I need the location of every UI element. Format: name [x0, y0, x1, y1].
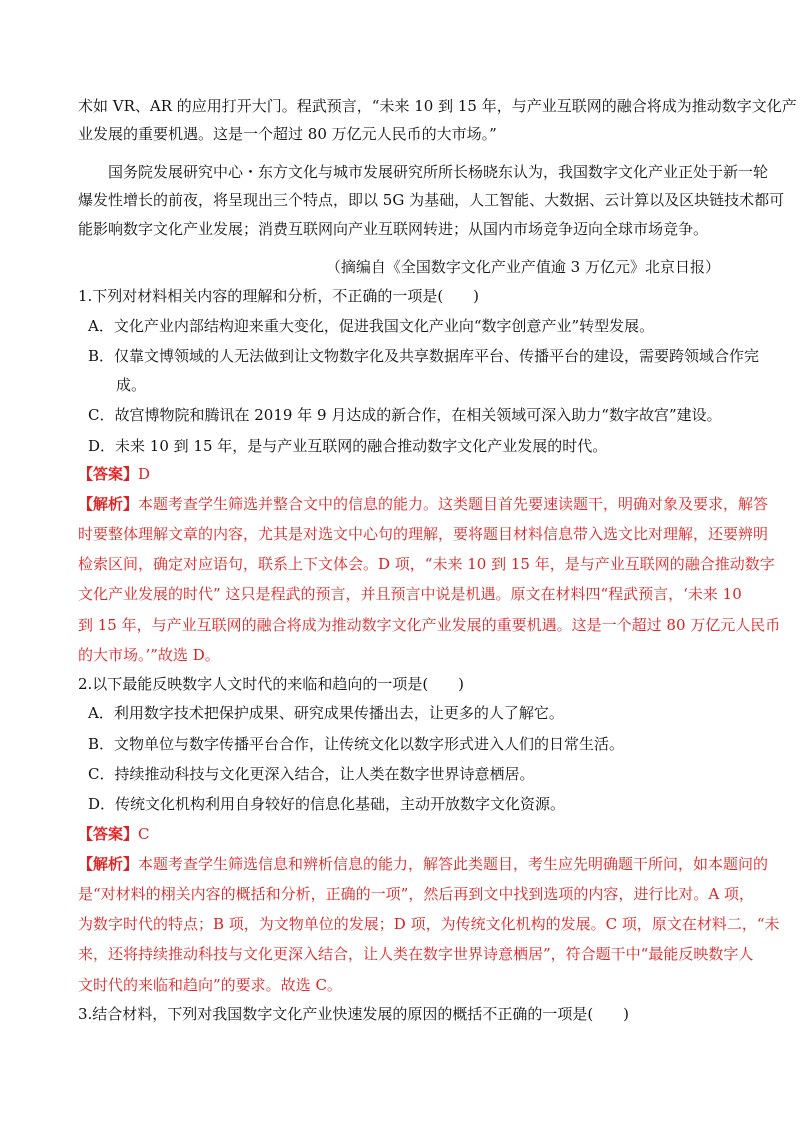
analysis-text: 文化产业发展的时代” 这只是程武的预言，并且预言中说是机遇。原文在材料四“程武预言，‘未来 10	[78, 585, 742, 603]
analysis-text: 到 15 年，与产业互联网的融合将成为推动数字文化产业发展的重要机遇。这是一个超过 80 万亿元人民币	[78, 616, 781, 634]
option-c: C．故宫博物院和腾讯在 2019 年 9 月达成的新合作，在相关领域可深入助力“数字故宫”建设。	[88, 406, 722, 424]
answer-line	[78, 824, 150, 844]
analysis-tag: 【解析】	[78, 855, 139, 873]
answer-tag: 【答案】	[78, 465, 139, 483]
question-stem: 3.结合材料，下列对我国数字文化产业快速发展的原因的概括不正确的一项是( )	[78, 1005, 630, 1023]
answer-value: C	[138, 825, 150, 843]
answer-line	[78, 464, 150, 484]
option-a: A．文化产业内部结构迎来重大变化，促进我国文化产业向“数字创意产业”转型发展。	[88, 317, 655, 335]
material-paragraph-line: 国务院发展研究中心・东方文化与城市发展研究所所长杨晓东认为，我国数字文化产业正处于新一轮	[108, 163, 769, 181]
question-stem: 1.下列对材料相关内容的理解和分析，不正确的一项是( )	[78, 287, 480, 305]
answer-tag: 【答案】	[78, 825, 139, 843]
answer-value: D	[138, 465, 151, 483]
option-a: A．利用数字技术把保护成果、研究成果传播出去，让更多的人了解它。	[88, 704, 564, 722]
analysis-text: 为数字时代的特点；B 项，为文物单位的发展；D 项，为传统文化机构的发展。C 项，原文在材料二，“未	[78, 915, 780, 933]
analysis-line	[78, 494, 768, 514]
analysis-tag: 【解析】	[78, 495, 139, 513]
option-b-continued: 成。	[116, 376, 147, 394]
analysis-text: 是“对材料的栩关内容的概括和分析，正确的一项”，然后再到文中找到选项的内容，进行比对。A 项，	[78, 885, 754, 903]
option-b: B．仅靠文博领域的人无法做到让文物数字化及共享数据库平台、传播平台的建设，需要跨领域合作完	[88, 347, 760, 365]
option-d: D．未来 10 到 15 年，是与产业互联网的融合推动数字文化产业发展的时代。	[88, 437, 608, 455]
material-paragraph-line: 能影响数字文化产业发展；消费互联网向产业互联网转进；从国内市场竞争迈向全球市场竞争。	[78, 220, 709, 238]
analysis-text: 检索区间，确定对应语句，联系上下文体会。D 项，“未来 10 到 15 年，是与产业互联网的融合推动数字	[78, 555, 775, 573]
analysis-text: 的大市场。’”故选 D。	[78, 646, 220, 664]
material-paragraph-line: 爆发性增长的前夜，将呈现出三个特点，即以 5G 为基础，人工智能、大数据、云计算以及区块链技术都可	[78, 191, 785, 209]
analysis-text: 本题考查学生筛选信息和辨析信息的能力，解答此类题目，考生应先明确题干所问，如本题问的	[138, 855, 769, 873]
analysis-text: 时要整体理解文章的内容，尤其是对选文中心句的理解，要将题目材料信息带入选文比对理解，还要辨明	[78, 525, 769, 543]
analysis-text: 文时代的来临和趋向”的要求。故选 C。	[78, 976, 342, 994]
material-line: 业发展的重要机遇。这是一个超过 80 万亿元人民币的大市场。”	[78, 125, 497, 143]
question-stem: 2.以下最能反映数字人文时代的来临和趋向的一项是( )	[78, 675, 465, 693]
analysis-line	[78, 854, 768, 874]
option-b: B．文物单位与数字传播平台合作，让传统文化以数字形式进入人们的日常生活。	[88, 735, 625, 753]
material-source: （摘编自《全国数字文化产业产值逾 3 万亿元》北京日报）	[325, 258, 720, 276]
option-d: D．传统文化机构利用自身较好的信息化基础，主动开放数字文化资源。	[88, 795, 566, 813]
material-line: 术如 VR、AR 的应用打开大门。程武预言，“未来 10 到 15 年，与产业互联网的融合将成为推动数字文化产	[78, 97, 797, 115]
option-c: C．持续推动科技与文化更深入结合，让人类在数字世界诗意栖居。	[88, 765, 535, 783]
analysis-text: 本题考查学生筛选并整合文中的信息的能力。这类题目首先要速读题干，明确对象及要求，解答	[138, 495, 769, 513]
analysis-text: 来，还将持续推动科技与文化更深入结合，让人类在数字世界诗意栖居”，符合题干中“最能反映数字人	[78, 945, 754, 963]
